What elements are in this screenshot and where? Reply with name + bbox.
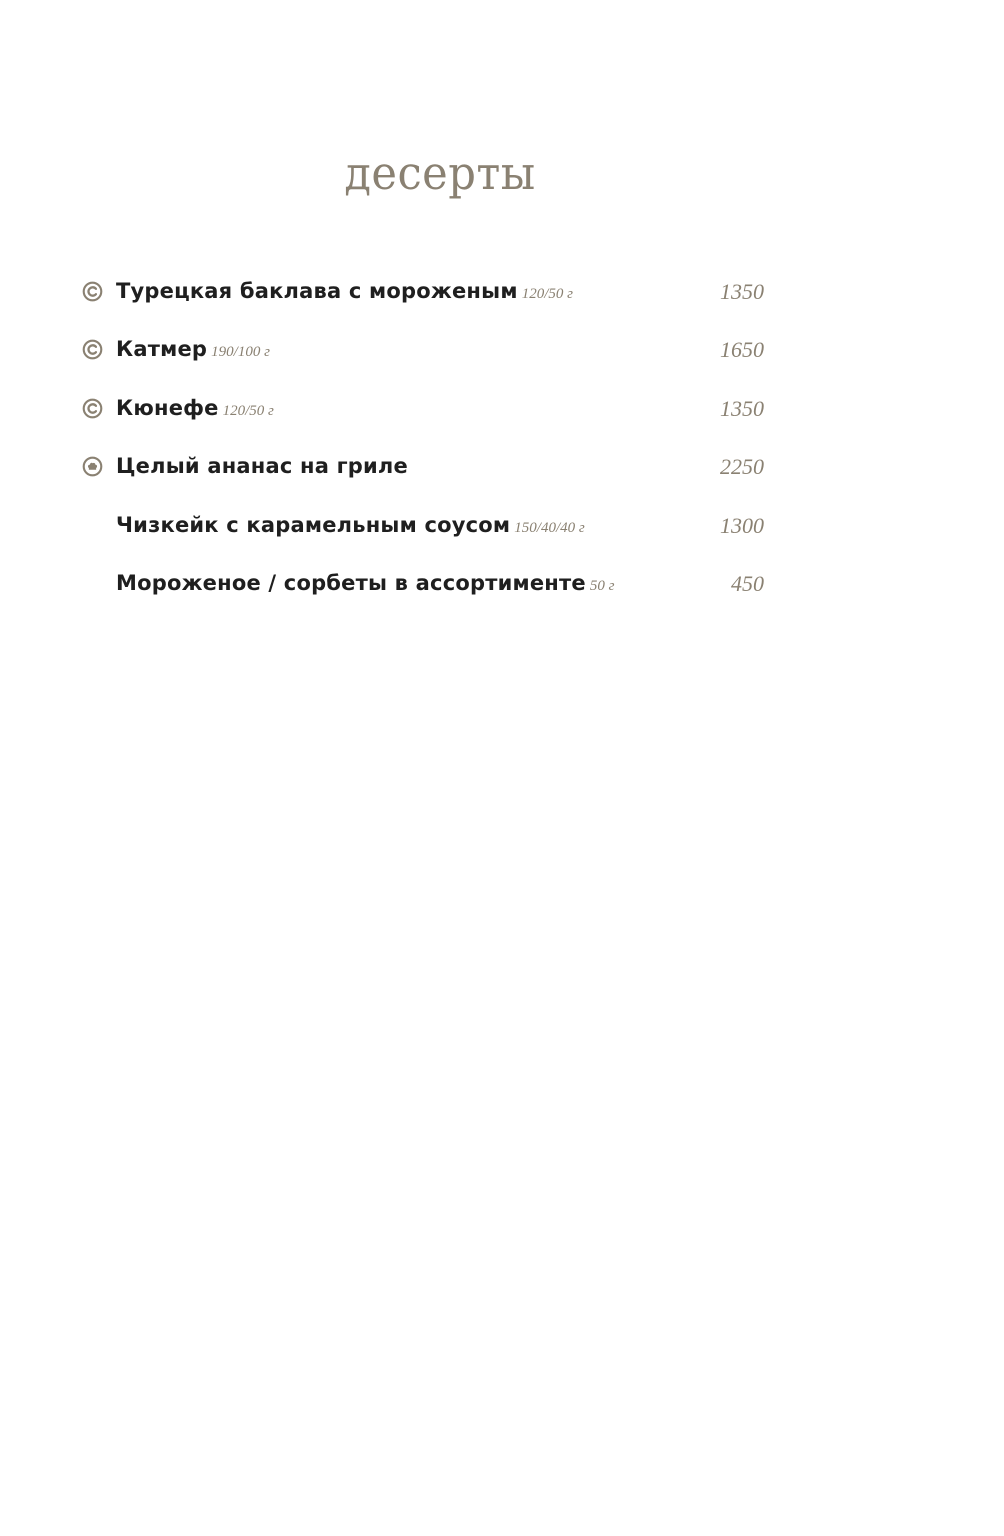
dish-weight: 120/50 г: [521, 286, 573, 302]
menu-item: [80, 387, 770, 445]
dish-weight: 120/50 г: [222, 402, 274, 419]
dish-price: 450: [731, 570, 764, 596]
menu-item: [80, 562, 770, 620]
dish-price: 1350: [720, 279, 764, 304]
dish-name: Чизкейк с карамельным соусом: [116, 512, 511, 537]
menu-item: [80, 445, 770, 503]
dish-name: Катмер: [116, 337, 208, 362]
dish-weight: 190/100 г: [211, 344, 270, 361]
dish-price: 1650: [720, 337, 764, 363]
dish-name: Турецкая баклава с мороженым: [116, 279, 518, 303]
dish-price: 1300: [720, 512, 764, 538]
section-title: десерты: [344, 146, 536, 200]
dessert-list: [80, 270, 770, 620]
chef-hat-circle-icon: [82, 456, 103, 477]
menu-item: [80, 270, 770, 328]
dish-name: Мороженое / сорбеты в ассортименте: [116, 570, 586, 595]
dish-weight: 150/40/40 г: [514, 519, 585, 536]
menu-item: [80, 504, 770, 562]
c-circle-icon: [82, 281, 103, 302]
c-circle-icon: [82, 339, 103, 360]
dish-name: Целый ананас на гриле: [116, 454, 408, 479]
menu-item: [80, 328, 770, 386]
dish-name: Кюнефе: [116, 395, 219, 420]
dish-price: 2250: [720, 454, 764, 480]
dish-price: 1350: [720, 395, 764, 421]
dish-weight: 50 г: [589, 577, 615, 594]
c-circle-icon: [82, 398, 103, 419]
